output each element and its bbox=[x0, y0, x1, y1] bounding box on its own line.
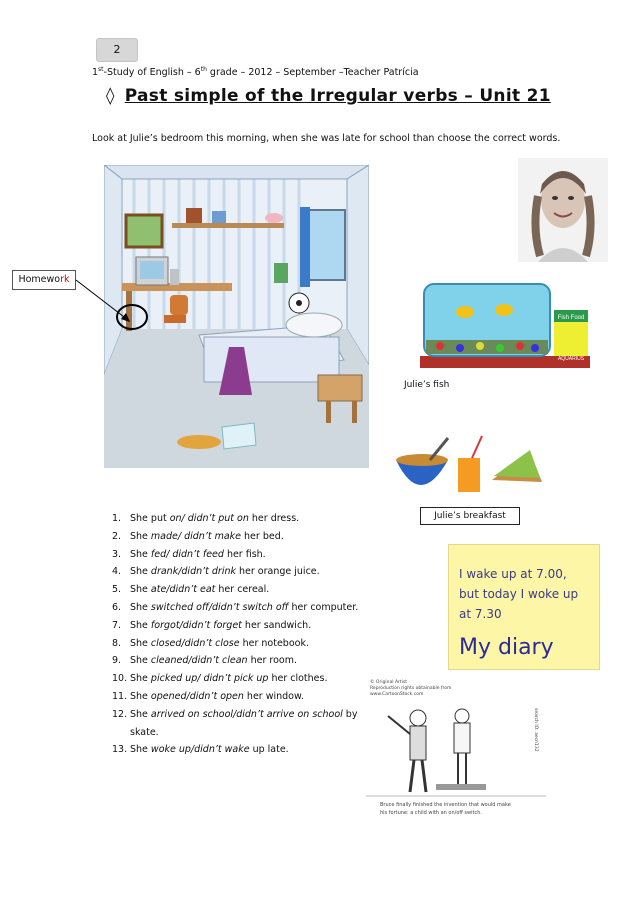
aquarium-illustration bbox=[420, 278, 590, 368]
cartoon-illustration: © Original Artist Reproduction rights obtainable from www.CartoonStock.com search ID: aecn132 Bruce finally finished the invention that would make his fortune: a child with an on/off switch. bbox=[366, 678, 546, 820]
list-item: 11. She opened/didn’t open her window. bbox=[112, 690, 304, 702]
julies-breakfast-caption: Julie’s breakfast bbox=[420, 507, 520, 525]
instruction-text: Look at Julie’s bedroom this morning, when she was late for school than choose the correct words. bbox=[92, 133, 561, 144]
list-item: 3. She fed/ didn’t feed her fish. bbox=[112, 548, 266, 560]
fish-food-label: Fish Food bbox=[557, 315, 585, 321]
list-item: 10. She picked up/ didn’t pick up her clothes. bbox=[112, 673, 328, 685]
list-item: 13. She woke up/didn’t wake up late. bbox=[112, 744, 289, 756]
diary-line: at 7.30 bbox=[459, 607, 502, 621]
page-number: 2 bbox=[96, 38, 138, 62]
diary-line: but today I woke up bbox=[459, 587, 579, 601]
breakfast-illustration bbox=[390, 430, 550, 505]
cartoon-drawing bbox=[366, 696, 546, 800]
julie-portrait-photo bbox=[518, 158, 608, 262]
list-item: 2. She made/ didn’t make her bed. bbox=[112, 530, 284, 542]
page-title: ◊ Past simple of the Irregular verbs – Unit 21 bbox=[106, 86, 551, 106]
aquarium-brand-label: AQUARIUS bbox=[557, 356, 585, 362]
bedroom-illustration bbox=[104, 165, 369, 468]
exercise-list bbox=[96, 510, 358, 759]
diary-note bbox=[448, 544, 600, 670]
julies-fish-caption: Julie’s fish bbox=[404, 380, 450, 390]
document-header: 1st-Study of English – 6th grade – 2012 – September –Teacher Patrícia bbox=[92, 66, 419, 79]
list-item: 8. She closed/didn’t close her notebook. bbox=[112, 637, 309, 649]
diamond-bullet-icon: ◊ bbox=[106, 86, 115, 106]
diary-line: I wake up at 7.00, bbox=[459, 567, 567, 581]
list-item: 9. She cleaned/didn’t clean her room. bbox=[112, 655, 298, 667]
list-item: 1. She put on/ didn’t put on her dress. bbox=[112, 513, 300, 524]
list-item: 7. She forgot/didn’t forget her sandwich. bbox=[112, 619, 312, 631]
list-item: 6. She switched off/didn’t switch off her computer. bbox=[112, 601, 359, 613]
list-item: 5. She ate/didn’t eat her cereal. bbox=[112, 584, 270, 596]
homework-callout: Homework bbox=[12, 270, 76, 290]
list-item: 4. She drank/didn’t drink her orange juice. bbox=[112, 566, 320, 578]
list-item: 12. She arrived on school/didn’t arrive on school by skate. bbox=[112, 708, 358, 738]
diary-title: My diary bbox=[459, 635, 554, 660]
callout-arrow-icon bbox=[74, 276, 134, 326]
